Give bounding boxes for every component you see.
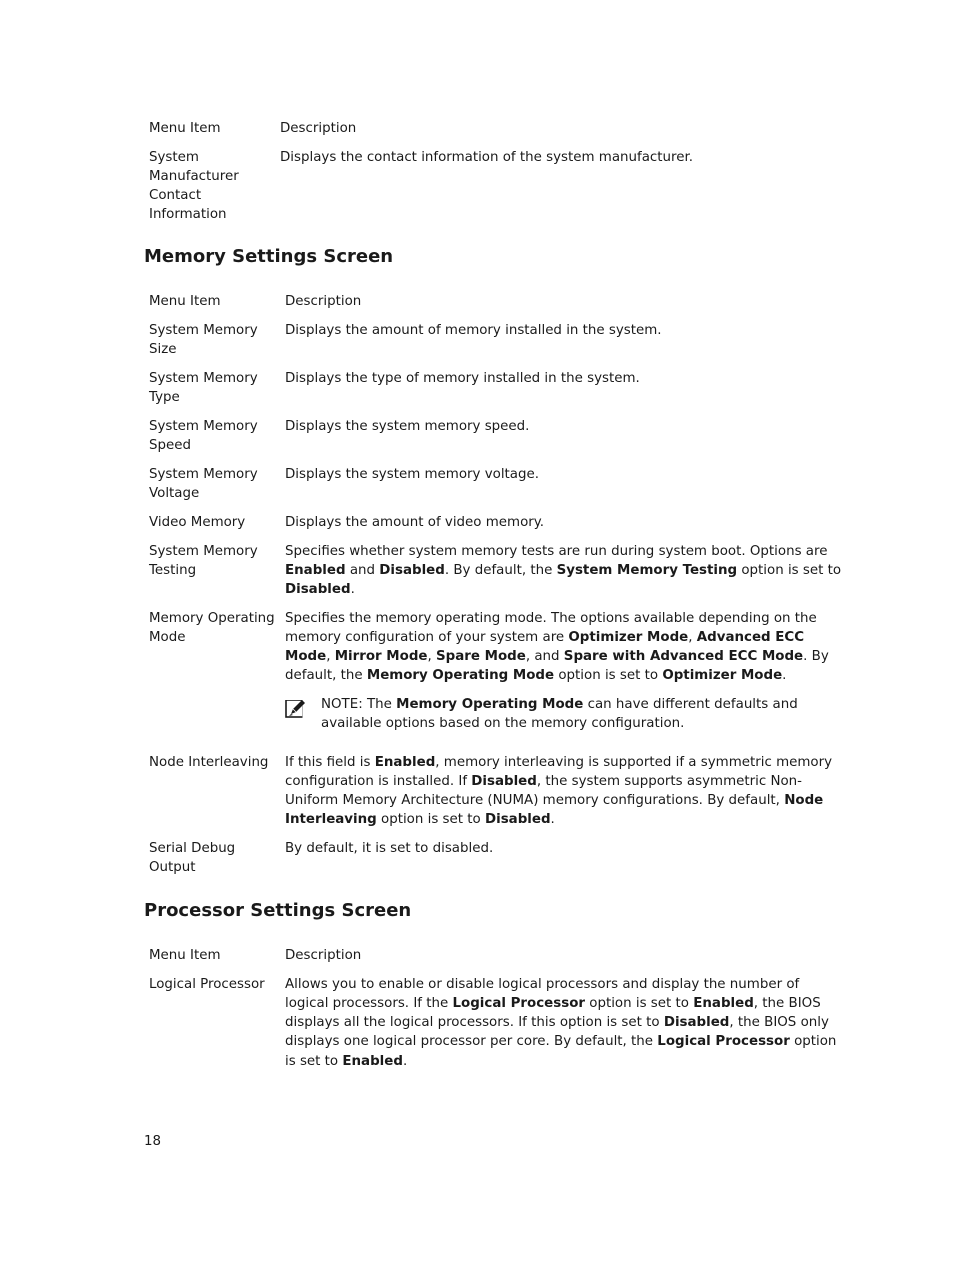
table-row — [144, 609, 844, 734]
menu-item-description: Displays the contact information of the system manufacturer. — [280, 149, 694, 165]
menu-item-label: System Memory Type — [149, 370, 258, 405]
menu-item-label: Video Memory — [149, 514, 246, 530]
pencil-note-icon — [285, 697, 307, 719]
memory-table — [144, 292, 844, 887]
column-header-description: Description — [285, 294, 362, 309]
table-row — [144, 321, 844, 359]
column-header-menu-item: Menu Item — [149, 121, 221, 136]
table-row — [144, 513, 844, 532]
menu-item-description: Specifies whether system memory tests are run during system boot. Options are Enabled and Disabled. By default, the System Memory Testing option is set to Disabled. — [285, 543, 842, 597]
table-header-row — [144, 292, 844, 311]
menu-item-label: Logical Processor — [149, 976, 265, 992]
table-row — [144, 753, 844, 830]
menu-item-label: System Memory Voltage — [149, 466, 258, 501]
menu-item-label: System Memory Size — [149, 322, 258, 357]
table-row — [144, 542, 844, 600]
table-row — [144, 148, 844, 225]
menu-item-label: System Memory Speed — [149, 418, 258, 453]
note-callout — [285, 695, 844, 733]
processor-table — [144, 946, 844, 1080]
column-header-menu-item: Menu Item — [149, 294, 221, 309]
menu-item-label: Node Interleaving — [149, 754, 269, 770]
column-header-menu-item: Menu Item — [149, 948, 221, 963]
top-table — [144, 119, 844, 234]
menu-item-label: Serial Debug Output — [149, 841, 236, 876]
table-row — [144, 369, 844, 407]
menu-item-description: Displays the system memory voltage. — [285, 466, 539, 482]
menu-item-label: Memory Operating Mode — [149, 610, 275, 645]
memory-section-title: Memory Settings Screen — [144, 246, 394, 267]
table-header-row — [144, 119, 844, 138]
menu-item-description: Specifies the memory operating mode. The options available depending on the memory configuration of your system are Optimizer Mode, Advanced ECC Mode, Mirror Mode, Spare Mode, and Spare with Advanced ECC Mode. By default, the Memory Operating Mode option is set to Optimizer Mode. NOTE: The Memory Operating Mode can have different defaults and available options based on the memory configuration. — [285, 609, 844, 734]
table-row — [144, 839, 844, 877]
menu-item-description: Displays the amount of memory installed in the system. — [285, 322, 662, 338]
menu-item-description: Allows you to enable or disable logical processors and display the number of logical processors. If the Logical Processor option is set to Enabled, the BIOS displays all the logical processors. If this option is set to Disabled, the BIOS only displays one logical processor per core. By default, the Logical Processor option is set to Enabled. — [285, 976, 837, 1069]
page-number: 18 — [144, 1134, 162, 1149]
menu-item-label: System Memory Testing — [149, 543, 258, 578]
column-header-description: Description — [285, 948, 362, 963]
note-text: NOTE: The Memory Operating Mode can have different defaults and available options based on the memory configuration. — [321, 697, 798, 732]
processor-section-title: Processor Settings Screen — [144, 900, 412, 921]
table-row — [144, 465, 844, 503]
menu-item-description: Displays the amount of video memory. — [285, 514, 545, 530]
table-row — [144, 417, 844, 455]
menu-item-description: If this field is Enabled, memory interleaving is supported if a symmetric memory configuration is installed. If Disabled, the system supports asymmetric Non-Uniform Memory Architecture (NUMA) memory configurations. By default, Node Interleaving option is set to Disabled. — [285, 754, 833, 828]
column-header-description: Description — [280, 121, 357, 136]
table-row — [144, 975, 844, 1071]
menu-item-label: System Manufacturer Contact Information — [149, 149, 239, 223]
menu-item-description: Displays the system memory speed. — [285, 418, 530, 434]
table-header-row — [144, 946, 844, 965]
menu-item-description: By default, it is set to disabled. — [285, 841, 494, 857]
menu-item-description: Displays the type of memory installed in the system. — [285, 370, 640, 386]
